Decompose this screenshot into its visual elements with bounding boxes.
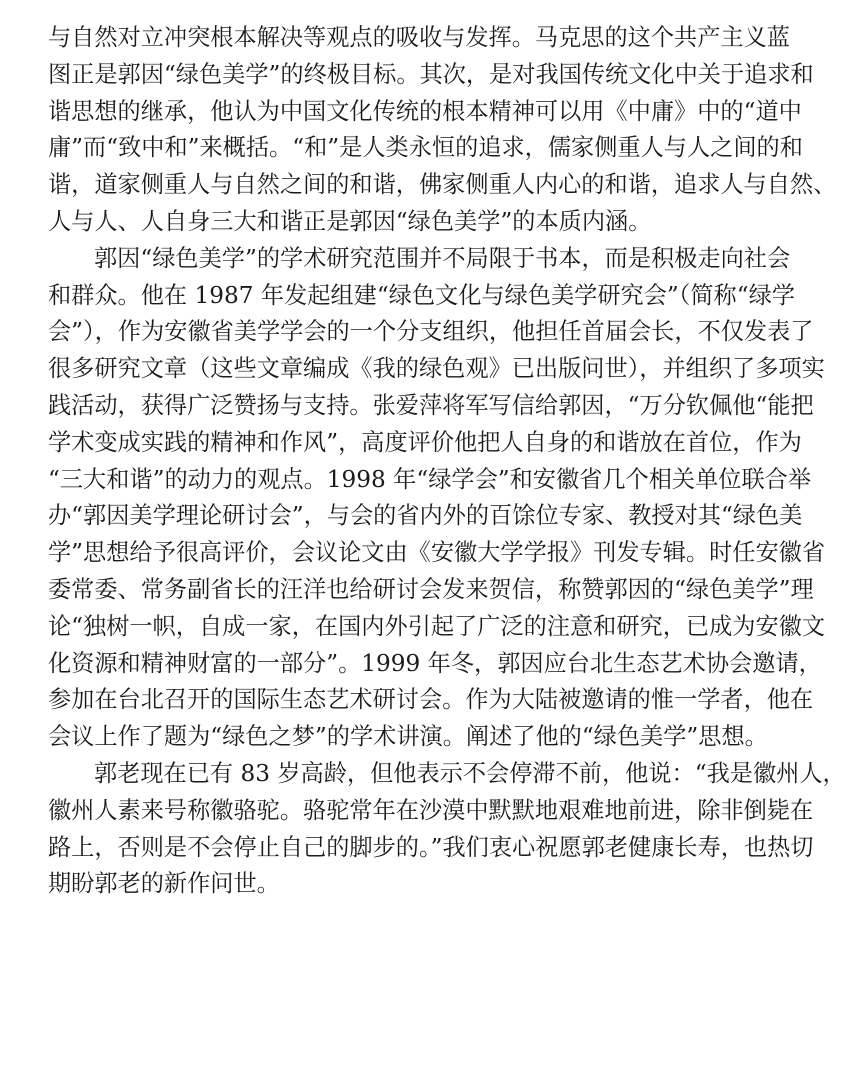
text-line: 很多研究文章（这些文章编成《我的绿色观》已出版问世），并组织了多项实 bbox=[48, 355, 825, 383]
paragraph-1 bbox=[48, 20, 837, 241]
text-line: 庸”而“致中和”来概括。“和”是人类永恒的追求，儒家侧重人与人之间的和 bbox=[48, 134, 803, 162]
text-line: 路上，否则是不会停止自己的脚步的。”我们衷心祝愿郭老健康长寿，也热切 bbox=[48, 833, 814, 861]
text-line: 谐，道家侧重人与自然之间的和谐，佛家侧重人内心的和谐，追求人与自然、 bbox=[48, 171, 837, 199]
text-line: 谐思想的继承，他认为中国文化传统的根本精神可以用《中庸》中的“道中 bbox=[48, 97, 802, 125]
text-line: 郭老现在已有 83 岁高龄，但他表示不会停滞不前，他说：“我是徽州人， bbox=[94, 759, 846, 787]
text-line: 践活动，获得广泛赞扬与支持。张爱萍将军写信给郭因，“万分钦佩他“能把 bbox=[48, 391, 814, 419]
paragraph-2 bbox=[48, 241, 826, 756]
paragraph-3 bbox=[48, 756, 846, 903]
text-line: 会”），作为安徽省美学学会的一个分支组织，他担任首届会长，不仅发表了 bbox=[48, 318, 814, 346]
text-line: 图正是郭因“绿色美学”的终极目标。其次，是对我国传统文化中关于追求和 bbox=[48, 60, 814, 88]
text-line: 与自然对立冲突根本解决等观点的吸收与发挥。马克思的这个共产主义蓝 bbox=[48, 24, 790, 51]
text-line: 办“郭因美学理论研讨会”，与会的省内外的百馀位专家、教授对其“绿色美 bbox=[48, 502, 803, 530]
text-line: 郭因“绿色美学”的学术研究范围并不局限于书本，而是积极走向社会 bbox=[94, 244, 791, 272]
text-line: 徽州人素来号称徽骆驼。骆驼常年在沙漠中默默地艰难地前进，除非倒毙在 bbox=[48, 796, 814, 824]
text-line: 参加在台北召开的国际生态艺术研讨会。作为大陆被邀请的惟一学者，他在 bbox=[48, 686, 814, 714]
text-line: 学术变成实践的精神和作风”，高度评价他把人自身的和谐放在首位，作为 bbox=[48, 428, 802, 456]
text-line: “三大和谐”的动力的观点。1998 年“绿学会”和安徽省几个相关单位联合举 bbox=[48, 465, 812, 493]
text-line: 化资源和精神财富的一部分”。1999 年冬，郭因应台北生态艺术协会邀请， bbox=[48, 649, 822, 677]
text-line: 委常委、常务副省长的汪洋也给研讨会发来贺信，称赞郭因的“绿色美学”理 bbox=[48, 575, 814, 603]
text-line: 会议上作了题为“绿色之梦”的学术讲演。阐述了他的“绿色美学”思想。 bbox=[48, 723, 768, 751]
body-text bbox=[48, 20, 846, 903]
text-line: 论“独树一帜，自成一家，在国内外引起了广泛的注意和研究，已成为安徽文 bbox=[48, 612, 826, 640]
text-line: 期盼郭老的新作问世。 bbox=[48, 870, 280, 898]
text-line: 学”思想给予很高评价，会议论文由《安徽大学学报》刊发专辑。时任安徽省 bbox=[48, 539, 826, 567]
text-line: 和群众。他在 1987 年发起组建“绿色文化与绿色美学研究会”（简称“绿学 bbox=[48, 281, 795, 309]
text-line: 人与人、人自身三大和谐正是郭因“绿色美学”的本质内涵。 bbox=[48, 207, 652, 235]
